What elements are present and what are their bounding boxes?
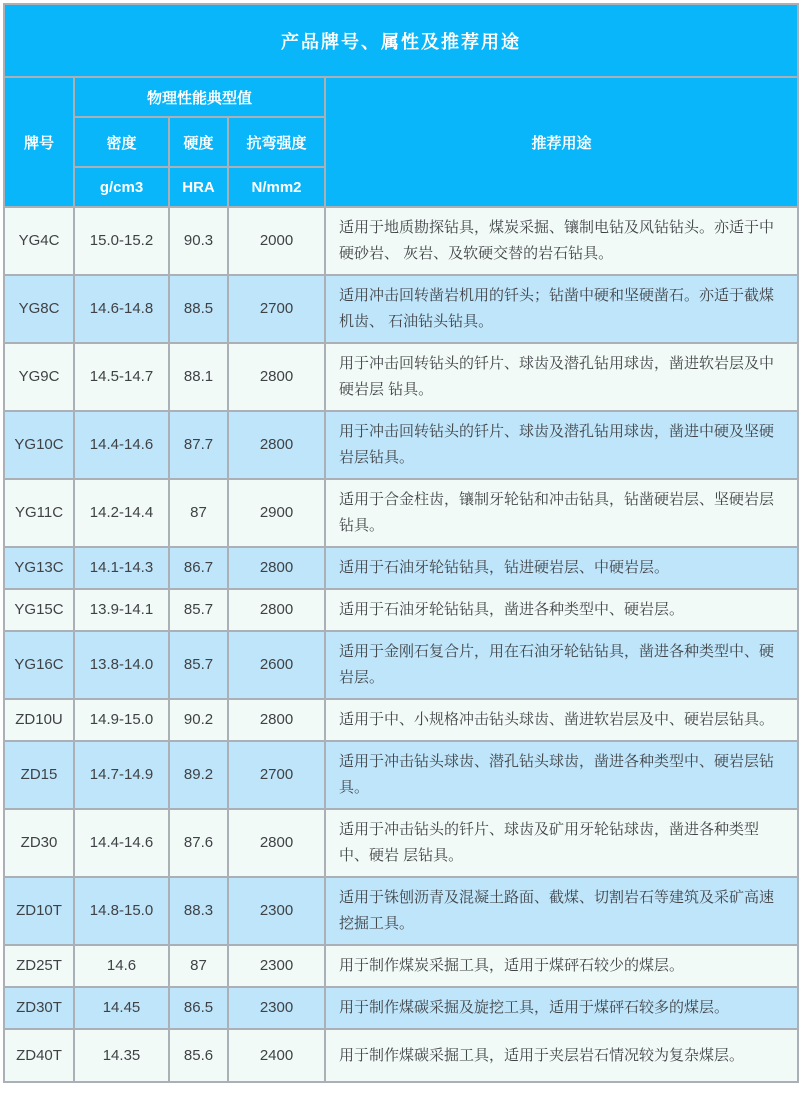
col-header-bending-strength: 抗弯强度 [228,117,325,167]
hardness-cell: 85.7 [169,589,228,631]
grade-cell: ZD10U [4,699,74,741]
density-cell: 14.45 [74,987,169,1029]
grade-cell: ZD30 [4,809,74,877]
strength-cell: 2700 [228,275,325,343]
table-row [4,1029,798,1082]
density-cell: 14.8-15.0 [74,877,169,945]
table-body [4,207,798,1082]
grade-cell: YG15C [4,589,74,631]
hardness-cell: 86.5 [169,987,228,1029]
density-cell: 14.7-14.9 [74,741,169,809]
strength-cell: 2800 [228,547,325,589]
density-cell: 15.0-15.2 [74,207,169,275]
table-row [4,741,798,809]
strength-cell: 2800 [228,343,325,411]
use-cell: 适用于铢刨沥青及混凝土路面、截煤、切割岩石等建筑及采矿高速挖掘工具。 [325,877,798,945]
header-row-1 [4,77,798,117]
grade-cell: YG8C [4,275,74,343]
strength-cell: 2000 [228,207,325,275]
grade-cell: YG4C [4,207,74,275]
table-row [4,631,798,699]
grade-cell: YG11C [4,479,74,547]
use-cell: 适用于石油牙轮钻钻具，凿进各种类型中、硬岩层。 [325,589,798,631]
density-cell: 14.4-14.6 [74,809,169,877]
table-row [4,479,798,547]
hardness-cell: 88.5 [169,275,228,343]
grade-cell: YG10C [4,411,74,479]
density-cell: 14.4-14.6 [74,411,169,479]
strength-cell: 2800 [228,809,325,877]
use-cell: 适用冲击回转凿岩机用的钎头；钻凿中硬和坚硬凿石。亦适于截煤机齿、 石油钻头钻具。 [325,275,798,343]
use-cell: 适用于合金柱齿，镶制牙轮钻和冲击钻具，钻凿硬岩层、坚硬岩层钻具。 [325,479,798,547]
use-cell: 用于制作煤碳采掘及旋挖工具，适用于煤砰石较多的煤层。 [325,987,798,1029]
grade-cell: ZD15 [4,741,74,809]
density-cell: 14.2-14.4 [74,479,169,547]
density-cell: 13.8-14.0 [74,631,169,699]
grade-cell: ZD40T [4,1029,74,1082]
strength-cell: 2800 [228,411,325,479]
grade-cell: ZD25T [4,945,74,987]
table-row [4,699,798,741]
density-cell: 14.6-14.8 [74,275,169,343]
grade-cell: YG16C [4,631,74,699]
density-cell: 14.1-14.3 [74,547,169,589]
table-row [4,547,798,589]
use-cell: 适用于中、小规格冲击钻头球齿、凿进软岩层及中、硬岩层钻具。 [325,699,798,741]
strength-cell: 2700 [228,741,325,809]
grade-cell: ZD30T [4,987,74,1029]
table-row [4,945,798,987]
hardness-cell: 89.2 [169,741,228,809]
use-cell: 适用于冲击钻头的钎片、球齿及矿用牙轮钻球齿，凿进各种类型中、硬岩 层钻具。 [325,809,798,877]
strength-cell: 2800 [228,699,325,741]
density-cell: 14.9-15.0 [74,699,169,741]
grade-cell: YG9C [4,343,74,411]
hardness-cell: 87 [169,479,228,547]
hardness-cell: 85.7 [169,631,228,699]
hardness-cell: 86.7 [169,547,228,589]
table-row [4,987,798,1029]
col-header-hardness: 硬度 [169,117,228,167]
hardness-cell: 88.3 [169,877,228,945]
use-cell: 用于冲击回转钻头的钎片、球齿及潜孔钻用球齿，凿进软岩层及中硬岩层 钻具。 [325,343,798,411]
table-row [4,343,798,411]
table-title: 产品牌号、属性及推荐用途 [4,4,798,77]
unit-bending-strength: N/mm2 [228,167,325,207]
density-cell: 13.9-14.1 [74,589,169,631]
col-header-density: 密度 [74,117,169,167]
use-cell: 适用于地质勘探钻具，煤炭采掘、镶制电钻及风钻钻头。亦适于中硬砂岩、 灰岩、及软硬交替的岩石钻具。 [325,207,798,275]
table-row [4,809,798,877]
hardness-cell: 85.6 [169,1029,228,1082]
hardness-cell: 88.1 [169,343,228,411]
hardness-cell: 87.7 [169,411,228,479]
strength-cell: 2900 [228,479,325,547]
col-header-physical-props: 物理性能典型值 [74,77,325,117]
hardness-cell: 87.6 [169,809,228,877]
strength-cell: 2800 [228,589,325,631]
unit-density: g/cm3 [74,167,169,207]
use-cell: 适用于金刚石复合片，用在石油牙轮钻钻具，凿进各种类型中、硬岩层。 [325,631,798,699]
grade-cell: YG13C [4,547,74,589]
use-cell: 适用于石油牙轮钻钻具，钻进硬岩层、中硬岩层。 [325,547,798,589]
unit-hardness: HRA [169,167,228,207]
col-header-grade: 牌号 [4,77,74,207]
density-cell: 14.5-14.7 [74,343,169,411]
use-cell: 用于制作煤炭采掘工具，适用于煤砰石较少的煤层。 [325,945,798,987]
use-cell: 适用于冲击钻头球齿、潜孔钻头球齿，凿进各种类型中、硬岩层钻具。 [325,741,798,809]
use-cell: 用于冲击回转钻头的钎片、球齿及潜孔钻用球齿，凿进中硬及坚硬岩层钻具。 [325,411,798,479]
hardness-cell: 90.3 [169,207,228,275]
table-row [4,411,798,479]
hardness-cell: 90.2 [169,699,228,741]
table-row [4,877,798,945]
strength-cell: 2600 [228,631,325,699]
table-row [4,589,798,631]
density-cell: 14.35 [74,1029,169,1082]
strength-cell: 2300 [228,877,325,945]
strength-cell: 2400 [228,1029,325,1082]
grade-cell: ZD10T [4,877,74,945]
strength-cell: 2300 [228,987,325,1029]
col-header-recommended-use: 推荐用途 [325,77,798,207]
title-row [4,4,798,77]
table-row [4,275,798,343]
product-grade-table [3,3,799,1083]
strength-cell: 2300 [228,945,325,987]
table-row [4,207,798,275]
hardness-cell: 87 [169,945,228,987]
density-cell: 14.6 [74,945,169,987]
use-cell: 用于制作煤碳采掘工具，适用于夹层岩石情况较为复杂煤层。 [325,1029,798,1082]
